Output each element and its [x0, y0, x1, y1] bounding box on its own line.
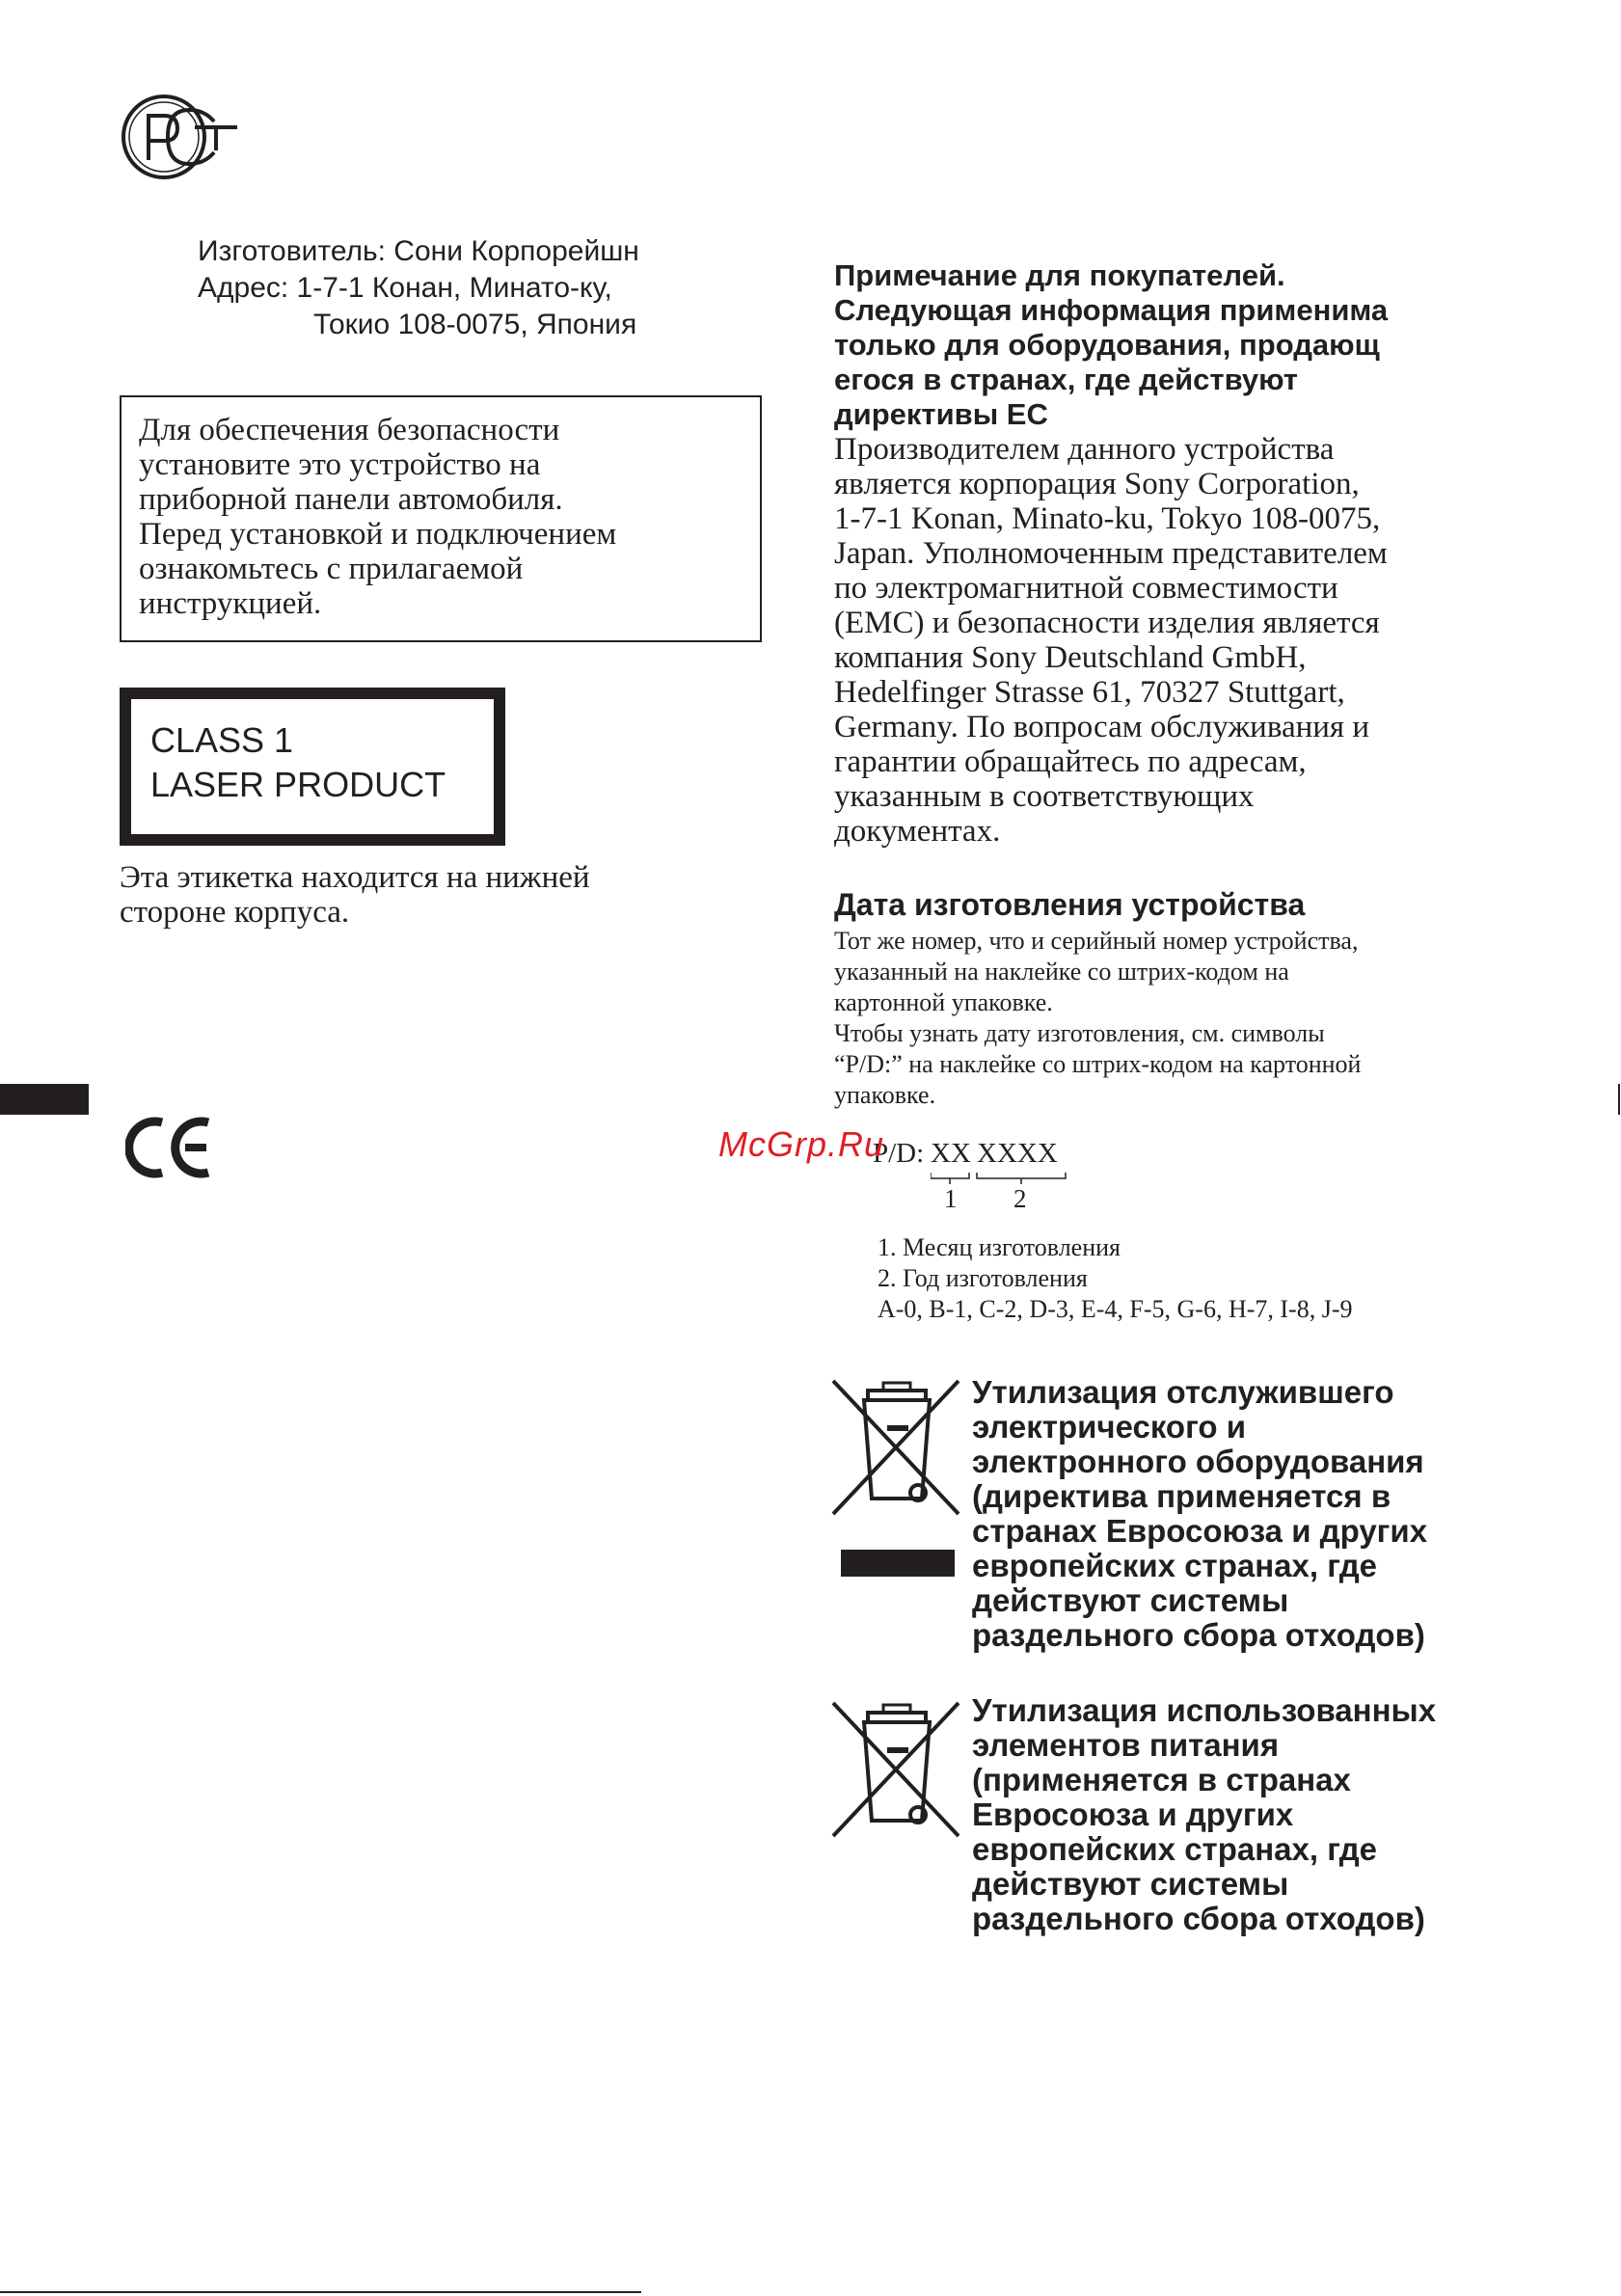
notice-body-line: по электромагнитной совместимости — [834, 571, 1338, 606]
notice-heading-line: только для оборудования, продающ — [834, 328, 1380, 362]
battery-title-line: раздельного сбора отходов) — [972, 1901, 1425, 1936]
battery-title — [972, 1693, 1436, 1936]
laser-product-label — [120, 688, 505, 846]
page-side-tab — [0, 1084, 89, 1115]
notice-body-line: Germany. По вопросам обслуживания и — [834, 710, 1370, 744]
laser-class: CLASS 1 — [150, 720, 294, 760]
pd-label-2: 2 — [1013, 1184, 1027, 1213]
weee-title-line: электронного оборудования — [972, 1444, 1424, 1479]
manufacturer-address: Адрес: 1-7-1 Конан, Минато-ку, — [198, 272, 612, 304]
eu-directive-notice — [834, 258, 1471, 849]
bottom-rule — [0, 2291, 641, 2293]
notice-body-line: (EMC) и безопасности изделия является — [834, 606, 1380, 640]
safety-notice-box — [120, 395, 762, 642]
safety-line: приборной панели автомобиля. — [139, 482, 563, 517]
notice-body-line: гарантии обращайтесь по адресам, — [834, 744, 1307, 779]
weee-title-line: действуют системы — [972, 1582, 1289, 1618]
label-note-line: стороне корпуса. — [120, 895, 350, 930]
weee-title-line: электрического и — [972, 1409, 1246, 1445]
date-text-line: Чтобы узнать дату изготовления, см. символы — [834, 1019, 1325, 1047]
page-edge-tick — [1618, 1084, 1620, 1115]
notice-heading-line: Следующая информация применима — [834, 293, 1389, 327]
safety-line: установите это устройство на — [139, 447, 541, 482]
pd-month-part: XX — [931, 1138, 971, 1169]
legend-codes: A-0, B-1, C-2, D-3, E-4, F-5, G-6, H-7, I-8, J-9 — [878, 1295, 1353, 1323]
legend-month: 1. Месяц изготовления — [878, 1233, 1121, 1261]
date-text-line: упаковке. — [834, 1081, 936, 1109]
gost-r-logo-icon — [120, 93, 239, 181]
legend-year: 2. Год изготовления — [878, 1264, 1088, 1292]
notice-body-line: документах. — [834, 814, 1001, 849]
watermark-text: McGrp.Ru — [718, 1124, 885, 1164]
notice-heading-line: директивы ЕС — [834, 397, 1048, 431]
notice-heading-line: егося в странах, где действуют — [834, 363, 1298, 396]
pd-year-part: XXXX — [977, 1138, 1058, 1169]
safety-line: инструкцией. — [139, 586, 322, 621]
weee-title-line: европейских странах, где — [972, 1548, 1377, 1583]
crossed-out-bin-icon — [829, 1377, 962, 1518]
date-text-line: “P/D:” на наклейке со штрих-кодом на картонной — [834, 1050, 1362, 1078]
weee-bar-mark — [841, 1550, 955, 1577]
battery-title-line: Утилизация использованных — [972, 1692, 1437, 1728]
battery-title-line: (применяется в странах — [972, 1762, 1351, 1797]
manufacture-date-section — [834, 887, 1471, 1111]
notice-body-line: Производителем данного устройства — [834, 432, 1335, 467]
notice-body-line: Hedelfinger Strasse 61, 70327 Stuttgart, — [834, 675, 1345, 710]
manufacturer-city: Токио 108-0075, Япония — [313, 309, 637, 340]
date-heading: Дата изготовления устройства — [834, 887, 1306, 922]
date-text-line: Тот же номер, что и серийный номер устройства, — [834, 927, 1359, 955]
battery-title-line: европейских странах, где — [972, 1831, 1377, 1867]
weee-title-line: (директива применяется в — [972, 1478, 1391, 1514]
battery-title-line: Евросоюза и других — [972, 1796, 1294, 1832]
notice-body-line: 1-7-1 Konan, Minato-ku, Tokyo 108-0075, — [834, 501, 1381, 536]
pd-code-diagram — [873, 1138, 1085, 1215]
weee-title-line: Утилизация отслужившего — [972, 1374, 1394, 1410]
crossed-out-bin-icon — [829, 1699, 962, 1840]
label-note-line: Эта этикетка находится на нижней — [120, 860, 590, 895]
pd-prefix: P/D: — [873, 1138, 925, 1169]
manufacturer-name: Изготовитель: Сони Корпорейшн — [198, 235, 639, 267]
laser-product-text: LASER PRODUCT — [150, 765, 446, 804]
safety-line: ознакомьтесь с прилагаемой — [139, 552, 524, 586]
notice-heading-line: Примечание для покупателей. — [834, 258, 1285, 292]
label-location-note — [120, 860, 590, 930]
notice-body-line: Japan. Уполномоченным представителем — [834, 536, 1388, 571]
battery-title-line: элементов питания — [972, 1727, 1280, 1763]
ce-mark-icon — [125, 1115, 214, 1180]
date-text-line: картонной упаковке. — [834, 988, 1053, 1016]
safety-line: Перед установкой и подключением — [139, 517, 617, 552]
notice-body-line: компания Sony Deutschland GmbH, — [834, 640, 1307, 675]
battery-title-line: действуют системы — [972, 1866, 1289, 1902]
date-text-line: указанный на наклейке со штрих-кодом на — [834, 958, 1289, 986]
pd-label-1: 1 — [944, 1184, 958, 1213]
weee-title-line: раздельного сбора отходов) — [972, 1617, 1425, 1653]
weee-title — [972, 1375, 1427, 1653]
notice-body-line: является корпорация Sony Corporation, — [834, 467, 1360, 501]
safety-line: Для обеспечения безопасности — [139, 413, 560, 447]
weee-title-line: странах Евросоюза и других — [972, 1513, 1428, 1549]
notice-body-line: указанным в соответствующих — [834, 779, 1255, 814]
